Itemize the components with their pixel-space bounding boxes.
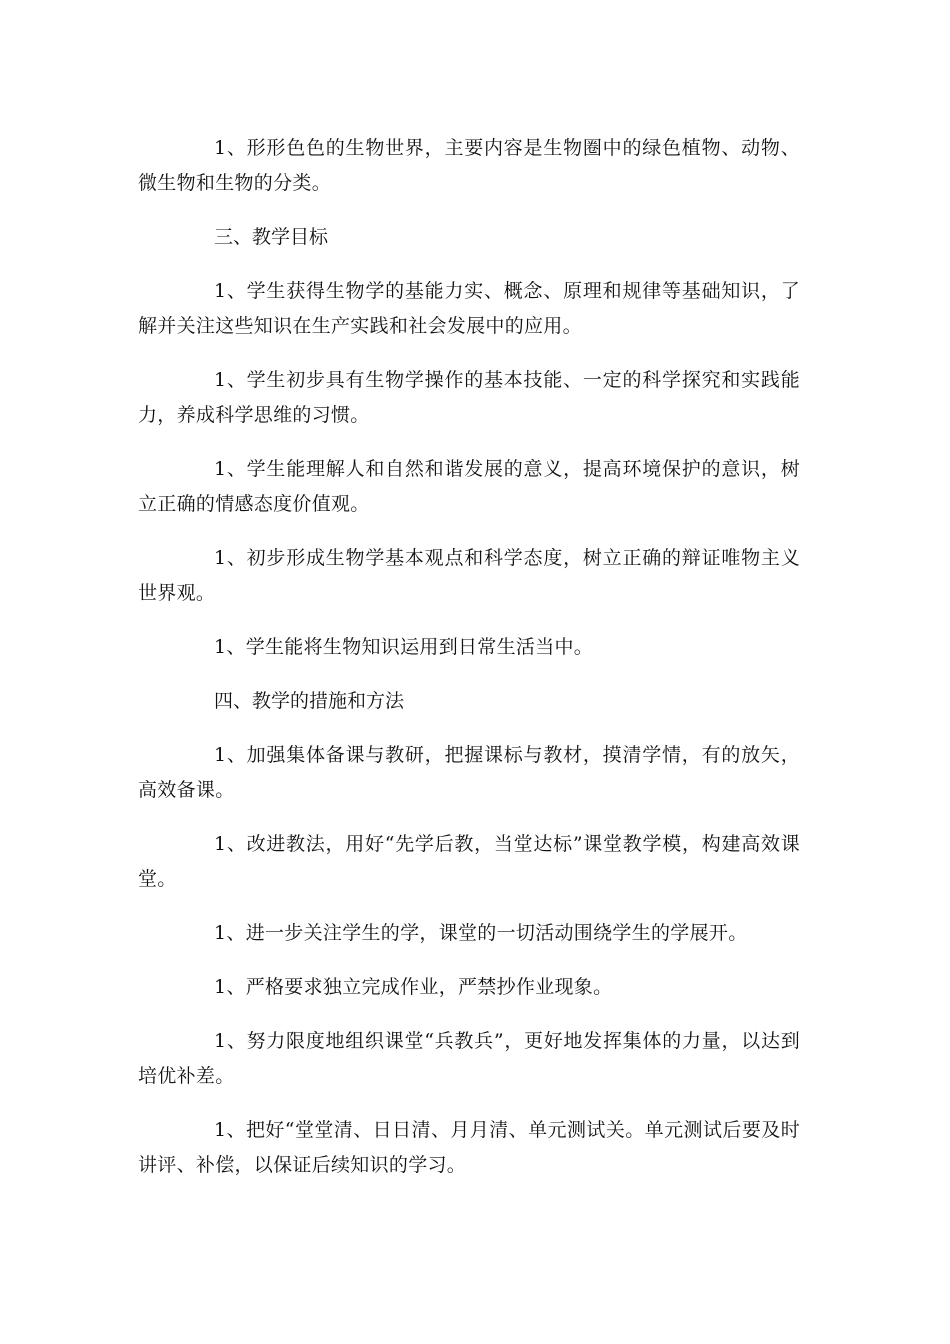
list-item: 1、严格要求独立完成作业，严禁抄作业现象。 (214, 976, 613, 998)
list-item: 1、把好“堂堂清、日日清、月月清、单元测试关。单元测试后要及时讲评、补偿，以保证后续知识的学习。 (138, 1119, 800, 1176)
document-body (138, 131, 800, 1202)
list-item: 1、努力限度地组织课堂“兵教兵”，更好地发挥集体的力量，以达到培优补差。 (138, 1030, 800, 1087)
list-item: 1、加强集体备课与教研，把握课标与教材，摸清学情，有的放矢，高效备课。 (138, 744, 800, 801)
section-heading-teaching-methods: 四、教学的措施和方法 (214, 690, 405, 712)
list-item: 1、学生初步具有生物学操作的基本技能、一定的科学探究和实践能力，养成科学思维的习惯。 (138, 369, 800, 426)
list-item: 1、进一步关注学生的学，课堂的一切活动围绕学生的学展开。 (214, 922, 748, 944)
list-item: 1、学生能理解人和自然和谐发展的意义，提高环境保护的意识，树立正确的情感态度价值观。 (138, 458, 800, 515)
list-item: 1、改进教法，用好“先学后教，当堂达标”课堂教学模，构建高效课堂。 (138, 833, 800, 890)
section-heading-teaching-goals: 三、教学目标 (214, 226, 329, 248)
list-item: 1、学生获得生物学的基能力实、概念、原理和规律等基础知识，了解并关注这些知识在生产实践和社会发展中的应用。 (138, 280, 800, 337)
list-item: 1、形形色色的生物世界，主要内容是生物圈中的绿色植物、动物、微生物和生物的分类。 (138, 137, 800, 194)
list-item: 1、初步形成生物学基本观点和科学态度，树立正确的辩证唯物主义世界观。 (138, 547, 800, 604)
list-item: 1、学生能将生物知识运用到日常生活当中。 (214, 636, 594, 658)
